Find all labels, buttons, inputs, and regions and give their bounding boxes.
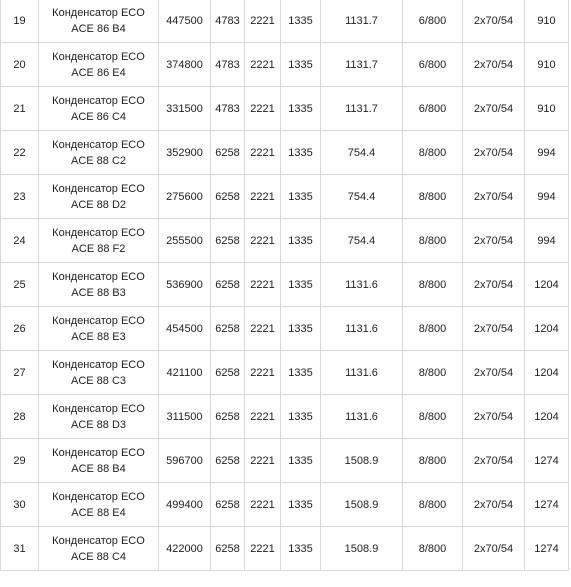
row-number-cell: 22 — [1, 131, 39, 175]
spec-e-cell: 8/800 — [403, 131, 463, 175]
table-row — [1, 87, 569, 131]
spec-c-cell: 1335 — [281, 351, 321, 395]
spec-b-cell: 2221 — [245, 395, 281, 439]
table-row — [1, 131, 569, 175]
product-name-line2: ACE 86 C4 — [70, 110, 127, 123]
row-number-cell: 30 — [1, 483, 39, 527]
product-name-line2: ACE 88 E3 — [71, 330, 126, 343]
product-name-line1: Конденсатор ECO — [52, 50, 145, 63]
spec-e-cell: 8/800 — [403, 439, 463, 483]
table-row — [1, 483, 569, 527]
spec-g-cell: 1204 — [525, 395, 569, 439]
spec-d-cell: 1131.7 — [321, 43, 403, 87]
row-number-cell: 27 — [1, 351, 39, 395]
spec-a-cell: 6258 — [211, 307, 245, 351]
spec-c-cell: 1335 — [281, 131, 321, 175]
table-row — [1, 439, 569, 483]
table-row — [1, 0, 569, 43]
table-row — [1, 219, 569, 263]
spec-e-cell: 8/800 — [403, 483, 463, 527]
table-row — [1, 43, 569, 87]
price-cell: 447500 — [159, 0, 211, 43]
product-name-line1: Конденсатор ECO — [52, 534, 145, 547]
spec-f-cell: 2x70/54 — [463, 439, 525, 483]
table-row — [1, 527, 569, 571]
product-name-cell — [39, 131, 159, 175]
spec-e-cell: 6/800 — [403, 43, 463, 87]
spec-a-cell: 6258 — [211, 439, 245, 483]
spec-g-cell: 910 — [525, 43, 569, 87]
spec-e-cell: 8/800 — [403, 307, 463, 351]
spec-d-cell: 1131.7 — [321, 87, 403, 131]
spec-d-cell: 754.4 — [321, 219, 403, 263]
product-name-line2: ACE 88 C4 — [70, 550, 127, 563]
spec-g-cell: 1274 — [525, 527, 569, 571]
row-number-cell: 20 — [1, 43, 39, 87]
product-name-line1: Конденсатор ECO — [52, 270, 145, 283]
product-name-line2: ACE 86 B4 — [71, 22, 126, 35]
price-cell: 331500 — [159, 87, 211, 131]
product-name-line1: Конденсатор ECO — [52, 446, 145, 459]
spec-e-cell: 6/800 — [403, 87, 463, 131]
spec-a-cell: 6258 — [211, 175, 245, 219]
table-row — [1, 263, 569, 307]
spec-d-cell: 1508.9 — [321, 439, 403, 483]
product-name-cell — [39, 263, 159, 307]
row-number-cell: 19 — [1, 0, 39, 43]
spec-c-cell: 1335 — [281, 219, 321, 263]
spec-e-cell: 8/800 — [403, 351, 463, 395]
spec-f-cell: 2x70/54 — [463, 307, 525, 351]
spec-b-cell: 2221 — [245, 131, 281, 175]
spec-e-cell: 8/800 — [403, 263, 463, 307]
spec-b-cell: 2221 — [245, 351, 281, 395]
spec-c-cell: 1335 — [281, 439, 321, 483]
product-name-line2: ACE 88 C2 — [70, 154, 127, 167]
spec-f-cell: 2x70/54 — [463, 0, 525, 43]
spec-a-cell: 4783 — [211, 43, 245, 87]
spec-a-cell: 6258 — [211, 219, 245, 263]
spec-f-cell: 2x70/54 — [463, 131, 525, 175]
price-cell: 275600 — [159, 175, 211, 219]
product-name-line2: ACE 88 B3 — [71, 286, 126, 299]
product-name-line2: ACE 88 D2 — [70, 198, 127, 211]
spec-c-cell: 1335 — [281, 483, 321, 527]
spec-c-cell: 1335 — [281, 263, 321, 307]
row-number-cell: 28 — [1, 395, 39, 439]
product-name-line1: Конденсатор ECO — [52, 94, 145, 107]
spec-f-cell: 2x70/54 — [463, 219, 525, 263]
spec-b-cell: 2221 — [245, 263, 281, 307]
product-name-line1: Конденсатор ECO — [52, 226, 145, 239]
spec-g-cell: 1204 — [525, 351, 569, 395]
price-cell: 255500 — [159, 219, 211, 263]
spec-b-cell: 2221 — [245, 175, 281, 219]
spec-c-cell: 1335 — [281, 87, 321, 131]
spec-f-cell: 2x70/54 — [463, 395, 525, 439]
spec-a-cell: 4783 — [211, 87, 245, 131]
product-name-cell — [39, 395, 159, 439]
spec-a-cell: 4783 — [211, 0, 245, 43]
spec-c-cell: 1335 — [281, 527, 321, 571]
product-name-line1: Конденсатор ECO — [52, 138, 145, 151]
product-name-cell — [39, 307, 159, 351]
spec-f-cell: 2x70/54 — [463, 527, 525, 571]
spec-f-cell: 2x70/54 — [463, 87, 525, 131]
product-name-line1: Конденсатор ECO — [52, 314, 145, 327]
spec-d-cell: 1131.6 — [321, 351, 403, 395]
spec-c-cell: 1335 — [281, 0, 321, 43]
spec-d-cell: 1508.9 — [321, 527, 403, 571]
spec-b-cell: 2221 — [245, 527, 281, 571]
product-name-cell — [39, 219, 159, 263]
price-cell: 422000 — [159, 527, 211, 571]
price-cell: 374800 — [159, 43, 211, 87]
spec-b-cell: 2221 — [245, 87, 281, 131]
spec-e-cell: 6/800 — [403, 0, 463, 43]
table-row — [1, 395, 569, 439]
spec-e-cell: 8/800 — [403, 175, 463, 219]
product-name-line1: Конденсатор ECO — [52, 358, 145, 371]
product-table-body — [1, 0, 569, 571]
product-name-line2: ACE 86 E4 — [71, 66, 126, 79]
spec-g-cell: 994 — [525, 219, 569, 263]
spec-a-cell: 6258 — [211, 395, 245, 439]
spec-b-cell: 2221 — [245, 0, 281, 43]
spec-b-cell: 2221 — [245, 219, 281, 263]
spec-g-cell: 1204 — [525, 263, 569, 307]
spec-e-cell: 8/800 — [403, 527, 463, 571]
product-name-cell — [39, 527, 159, 571]
row-number-cell: 24 — [1, 219, 39, 263]
price-cell: 352900 — [159, 131, 211, 175]
spec-f-cell: 2x70/54 — [463, 43, 525, 87]
spec-b-cell: 2221 — [245, 439, 281, 483]
product-name-line2: ACE 88 F2 — [71, 242, 126, 255]
row-number-cell: 26 — [1, 307, 39, 351]
price-cell: 596700 — [159, 439, 211, 483]
spec-e-cell: 8/800 — [403, 219, 463, 263]
table-row — [1, 307, 569, 351]
spec-e-cell: 8/800 — [403, 395, 463, 439]
spec-b-cell: 2221 — [245, 307, 281, 351]
spec-d-cell: 1131.6 — [321, 307, 403, 351]
product-name-cell — [39, 87, 159, 131]
spec-a-cell: 6258 — [211, 263, 245, 307]
row-number-cell: 25 — [1, 263, 39, 307]
spec-g-cell: 994 — [525, 131, 569, 175]
product-name-cell — [39, 351, 159, 395]
spec-c-cell: 1335 — [281, 307, 321, 351]
spec-g-cell: 910 — [525, 87, 569, 131]
product-name-cell — [39, 0, 159, 43]
spec-d-cell: 754.4 — [321, 175, 403, 219]
product-name-line2: ACE 88 C3 — [70, 374, 127, 387]
spec-b-cell: 2221 — [245, 43, 281, 87]
spec-c-cell: 1335 — [281, 43, 321, 87]
spec-a-cell: 6258 — [211, 527, 245, 571]
spec-d-cell: 1131.7 — [321, 0, 403, 43]
spec-d-cell: 1131.6 — [321, 395, 403, 439]
spec-f-cell: 2x70/54 — [463, 263, 525, 307]
product-name-line2: ACE 88 E4 — [71, 506, 126, 519]
product-name-cell — [39, 43, 159, 87]
product-name-line2: ACE 88 B4 — [71, 462, 126, 475]
spec-f-cell: 2x70/54 — [463, 351, 525, 395]
spec-c-cell: 1335 — [281, 175, 321, 219]
spec-a-cell: 6258 — [211, 131, 245, 175]
price-cell: 311500 — [159, 395, 211, 439]
product-name-line1: Конденсатор ECO — [52, 182, 145, 195]
spec-g-cell: 1274 — [525, 439, 569, 483]
spec-d-cell: 754.4 — [321, 131, 403, 175]
spec-b-cell: 2221 — [245, 483, 281, 527]
spec-f-cell: 2x70/54 — [463, 175, 525, 219]
spec-d-cell: 1508.9 — [321, 483, 403, 527]
price-cell: 536900 — [159, 263, 211, 307]
price-cell: 421100 — [159, 351, 211, 395]
price-cell: 454500 — [159, 307, 211, 351]
spec-f-cell: 2x70/54 — [463, 483, 525, 527]
product-name-line1: Конденсатор ECO — [52, 490, 145, 503]
spec-c-cell: 1335 — [281, 395, 321, 439]
product-name-cell — [39, 483, 159, 527]
spec-g-cell: 1204 — [525, 307, 569, 351]
product-name-cell — [39, 439, 159, 483]
product-name-line1: Конденсатор ECO — [52, 402, 145, 415]
row-number-cell: 29 — [1, 439, 39, 483]
product-name-cell — [39, 175, 159, 219]
row-number-cell: 31 — [1, 527, 39, 571]
spec-a-cell: 6258 — [211, 483, 245, 527]
table-row — [1, 175, 569, 219]
spec-g-cell: 994 — [525, 175, 569, 219]
product-name-line2: ACE 88 D3 — [70, 418, 127, 431]
spec-g-cell: 910 — [525, 0, 569, 43]
spec-a-cell: 6258 — [211, 351, 245, 395]
product-name-line1: Конденсатор ECO — [52, 6, 145, 19]
row-number-cell: 23 — [1, 175, 39, 219]
table-row — [1, 351, 569, 395]
spec-g-cell: 1274 — [525, 483, 569, 527]
row-number-cell: 21 — [1, 87, 39, 131]
spec-d-cell: 1131.6 — [321, 263, 403, 307]
price-cell: 499400 — [159, 483, 211, 527]
